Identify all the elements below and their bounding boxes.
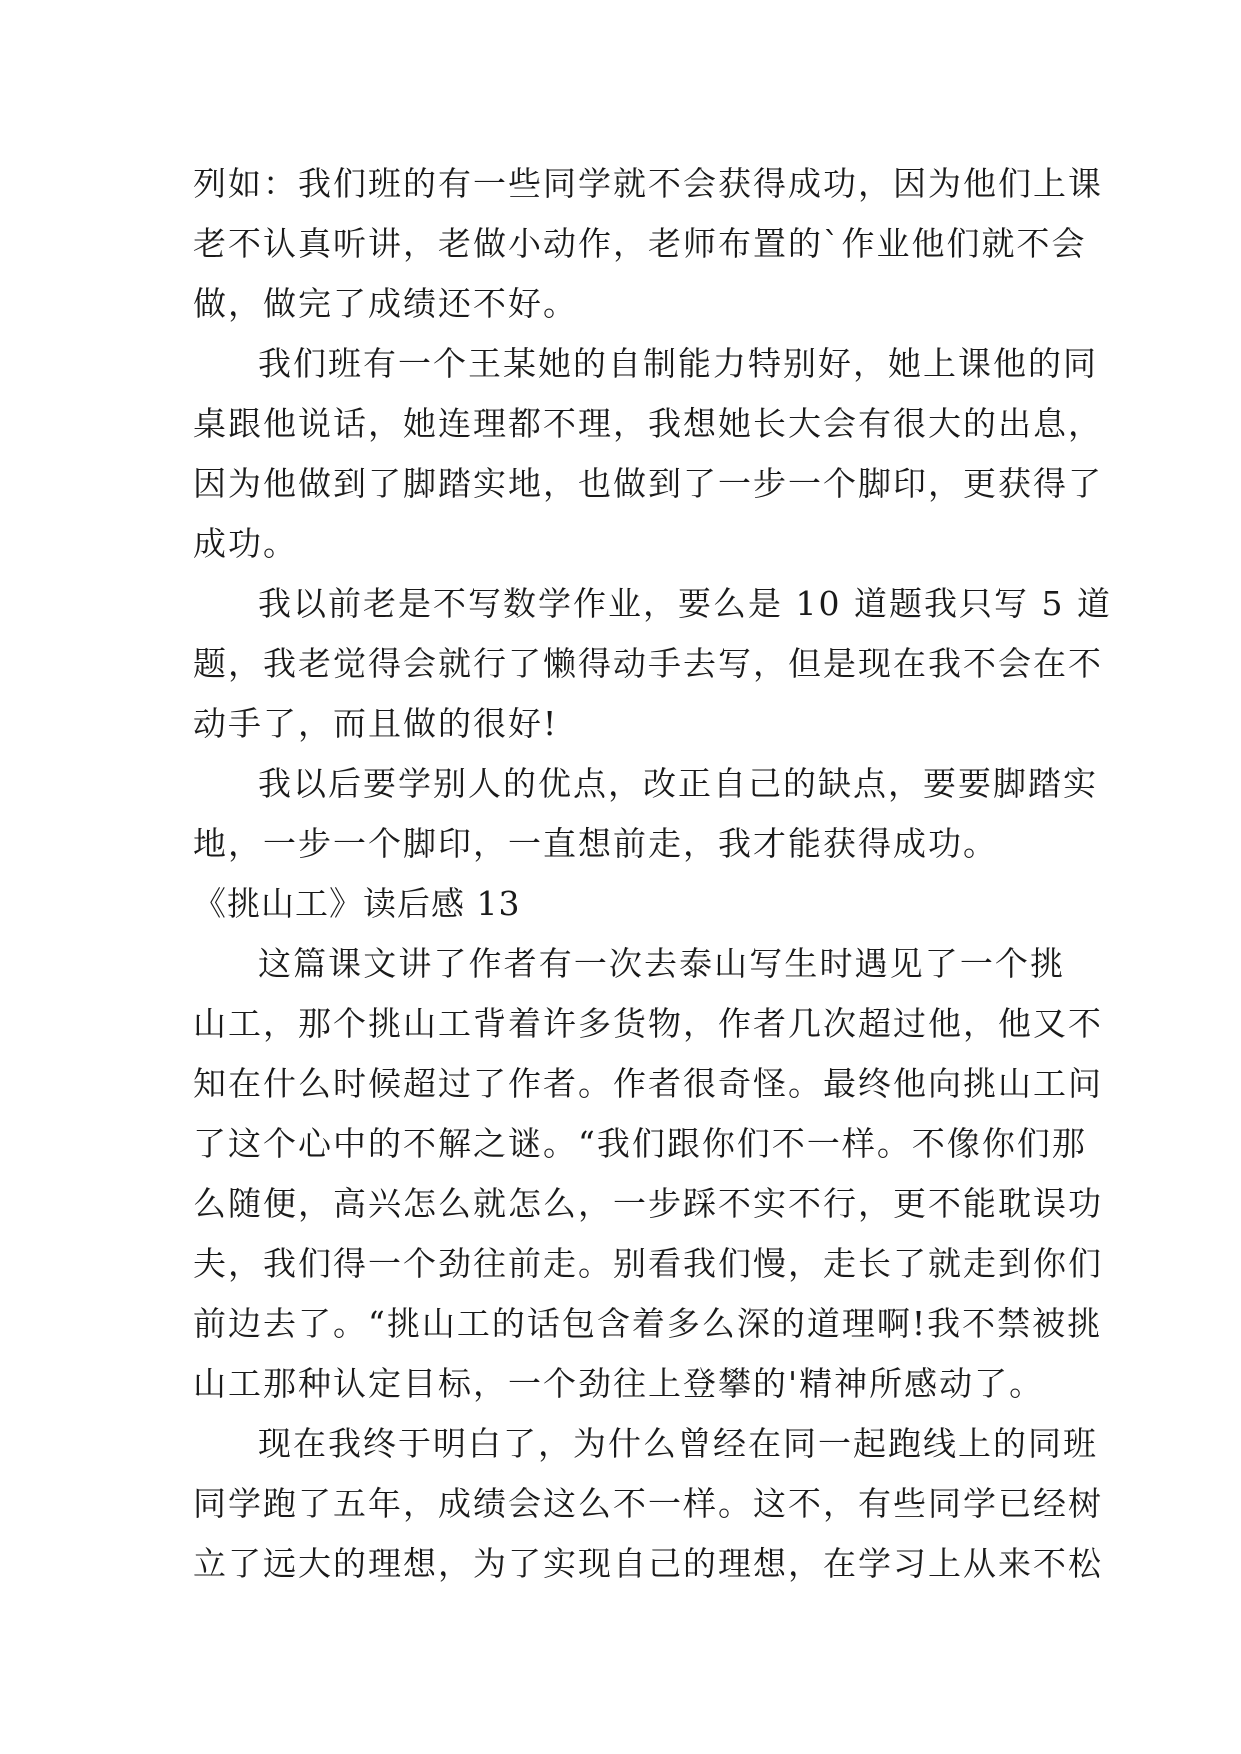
text-line: 题，我老觉得会就行了懒得动手去写，但是现在我不会在不 <box>193 644 1103 683</box>
text-line: 列如：我们班的有一些同学就不会获得成功，因为他们上课 <box>193 164 1103 203</box>
text-line: 夫，我们得一个劲往前走。别看我们慢，走长了就走到你们 <box>193 1244 1103 1283</box>
text-line: 么随便，高兴怎么就怎么，一步踩不实不行，更不能耽误功 <box>193 1184 1103 1223</box>
text-line: 做，做完了成绩还不好。 <box>193 284 578 323</box>
text-line: 桌跟他说话，她连理都不理，我想她长大会有很大的出息， <box>193 404 1103 443</box>
text-line: 因为他做到了脚踏实地，也做到了一步一个脚印，更获得了 <box>193 464 1103 503</box>
section-heading: 《挑山工》读后感 13 <box>193 884 521 923</box>
text-line: 动手了，而且做的很好! <box>193 704 559 743</box>
text-line: 了这个心中的不解之谜。“我们跟你们不一样。不像你们那 <box>193 1124 1087 1163</box>
text-line: 知在什么时候超过了作者。作者很奇怪。最终他向挑山工问 <box>193 1064 1103 1103</box>
paragraph-first-line: 我以前老是不写数学作业，要么是 10 道题我只写 5 道 <box>258 584 1112 623</box>
text-line: 同学跑了五年，成绩会这么不一样。这不，有些同学已经树 <box>193 1484 1103 1523</box>
text-line: 山工，那个挑山工背着许多货物，作者几次超过他，他又不 <box>193 1004 1103 1043</box>
text-line: 成功。 <box>193 524 298 563</box>
paragraph-first-line: 现在我终于明白了，为什么曾经在同一起跑线上的同班 <box>258 1424 1098 1463</box>
text-line: 山工那种认定目标，一个劲往上登攀的'精神所感动了。 <box>193 1364 1045 1403</box>
paragraph-first-line: 我以后要学别人的优点，改正自己的缺点，要要脚踏实 <box>258 764 1098 803</box>
paragraph-first-line: 这篇课文讲了作者有一次去泰山写生时遇见了一个挑 <box>258 944 1065 983</box>
text-line: 地，一步一个脚印，一直想前走，我才能获得成功。 <box>193 824 998 863</box>
paragraph-first-line: 我们班有一个王某她的自制能力特别好，她上课他的同 <box>258 344 1098 383</box>
text-line: 立了远大的理想，为了实现自己的理想，在学习上从来不松 <box>193 1544 1103 1583</box>
text-line: 前边去了。“挑山工的话包含着多么深的道理啊!我不禁被挑 <box>193 1304 1103 1343</box>
text-line: 老不认真听讲，老做小动作，老师布置的`作业他们就不会 <box>193 224 1087 263</box>
